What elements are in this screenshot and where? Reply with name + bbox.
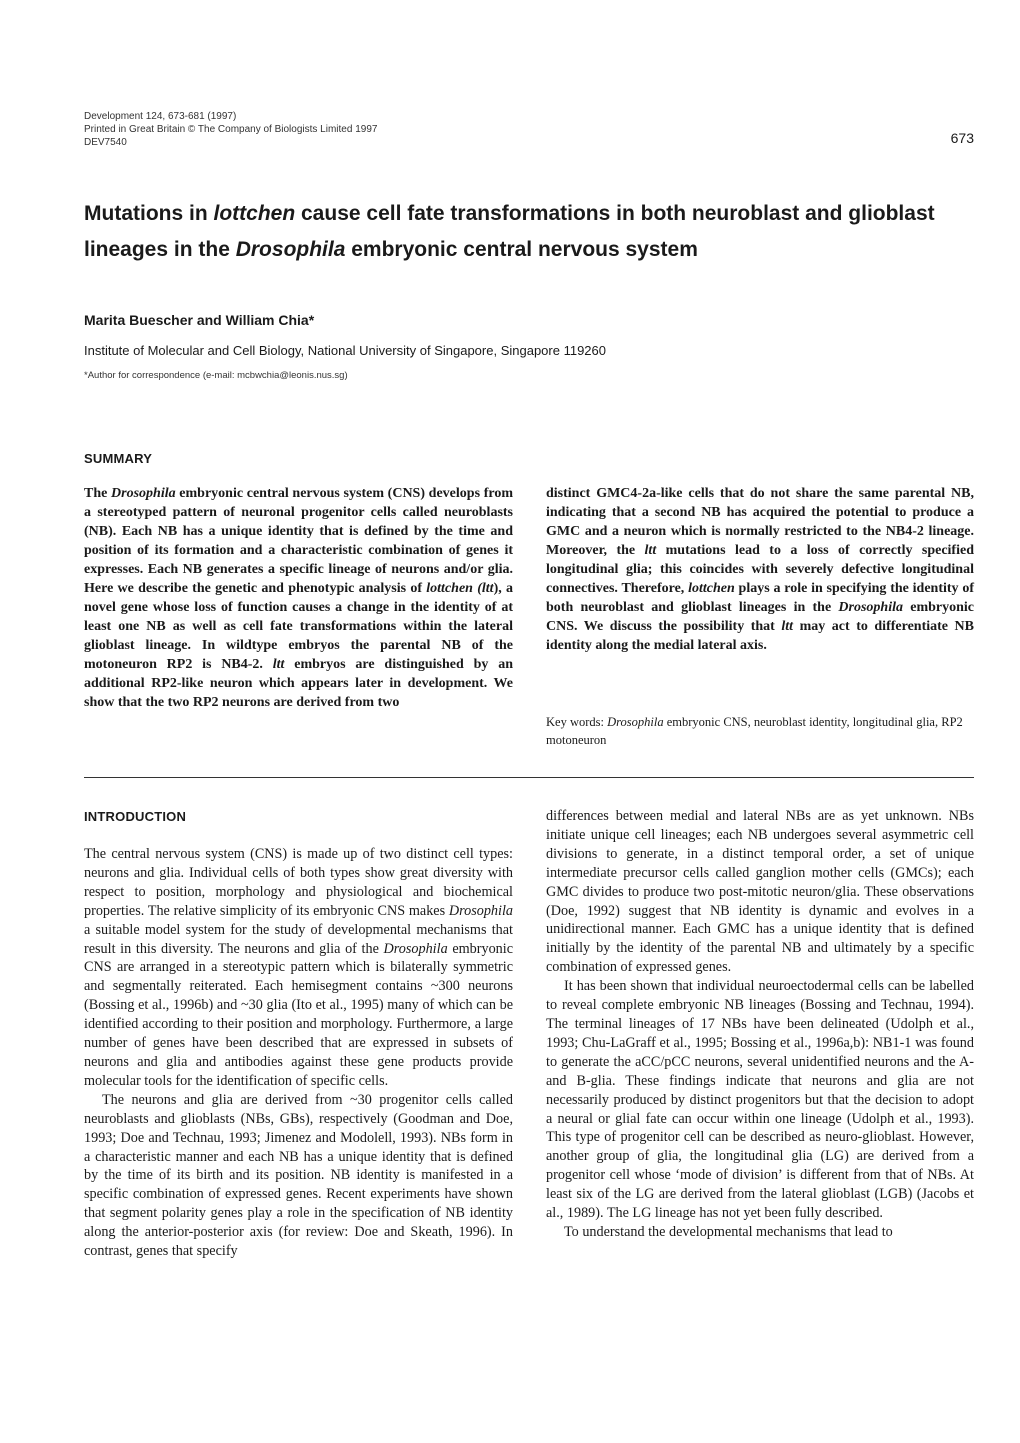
intro-right-column: [546, 807, 974, 1242]
intro-paragraph: The central nervous system (CNS) is made up of two distinct cell types: neurons and glia. Individual cells of both types show great diversity with respect to position, morphology and physiological and biochemical properties. The relative simplicity of its embryonic CNS makes Drosophila a suitable model system for the study of developmental mechanisms that result in this diversity. The neurons and glia of the Drosophila embryonic CNS are arranged in a stereotypic pattern which is bilaterally symmetric and segmentally reiterated. Each hemisegment contains ~300 neurons (Bossing et al., 1996b) and ~30 glia (Ito et al., 1995) many of which can be identified according to their position and morphology. Furthermore, a large number of genes have been described that are expressed in subsets of neurons and glia and antibodies against these gene products provide molecular tools for the identification of specific cells.: [84, 846, 514, 1089]
keywords: Key words: Drosophila embryonic CNS, neuroblast identity, longitudinal glia, RP2 motoneuron: [546, 715, 963, 747]
section-divider: [84, 777, 974, 778]
summary-text-left: The Drosophila embryonic central nervous system (CNS) develops from a stereotyped pattern of neuronal progenitor cells called neuroblasts (NB). Each NB has a unique identity that is defined by the time and position of its formation and a characteristic combination of genes it expresses. Each NB generates a specific lineage of neurons and/or glia. Here we describe the genetic and phenotypic analysis of lottchen (ltt), a novel gene whose loss of function causes a change in the identity of at least one NB as well as cell fate transformations within the lateral glioblast lineage. In wildtype embryos the parental NB of the motoneuron RP2 is NB4-2. ltt embryos are distinguished by an additional RP2-like neuron which appears later in development. We show that the two RP2 neurons are derived from two: [84, 486, 513, 710]
intro-paragraph: differences between medial and lateral NBs are as yet unknown. NBs initiate unique cell lineages; each NB undergoes several asymmetric cell divisions to generate, in a distinct temporal order, a set of unique intermediate precursor cells called ganglion mother cells (GMCs); each GMC divides to produce two post-mitotic neuron/glia. These observations (Doe, 1992) suggest that NB identity is dynamic and evolves in a unidirectional manner. Each GMC has a unique identity that is defined initially by the identity of the parental NB and ultimately by a specific combination of expressed genes.: [546, 808, 974, 976]
article-title: Mutations in lottchen cause cell fate transformations in both neuroblast and glioblast lineages in the Drosophila embryonic central nervous system: [84, 202, 935, 261]
introduction-heading: INTRODUCTION: [84, 809, 187, 824]
authors: Marita Buescher and William Chia*: [84, 312, 315, 328]
article-code: DEV7540: [84, 137, 127, 148]
title-organism: Drosophila: [235, 238, 346, 261]
affiliation: Institute of Molecular and Cell Biology, National University of Singapore, Singapore 119260: [84, 343, 606, 358]
intro-paragraph: To understand the developmental mechanisms that lead to: [564, 1223, 893, 1240]
page-number: 673: [950, 130, 974, 146]
journal-citation: Development 124, 673-681 (1997): [84, 111, 237, 122]
printed-line: Printed in Great Britain © The Company of Biologists Limited 1997: [84, 124, 378, 135]
correspondence-note: *Author for correspondence (e-mail: mcbwchia@leonis.nus.sg): [84, 370, 348, 381]
journal-header: [84, 110, 974, 149]
intro-left-column: [84, 845, 513, 1261]
summary-left-column: [84, 484, 513, 712]
summary-text-right: distinct GMC4-2a-like cells that do not share the same parental NB, indicating that a second NB has acquired the potential to produce a GMC and a neuron which is normally restricted to the NB4-2 lineage. Moreover, the ltt mutations lead to a loss of correctly specified longitudinal glia; this coincides with severely defective longitudinal connectives. Therefore, lottchen plays a role in specifying the identity of both neuroblast and glioblast lineages in the Drosophila embryonic CNS. We discuss the possibility that ltt may act to differentiate NB identity along the medial lateral axis.: [546, 486, 975, 653]
title-gene-name: lottchen: [213, 202, 296, 225]
intro-paragraph: It has been shown that individual neuroectodermal cells can be labelled to reveal complete embryonic NB lineages (Bossing and Technau, 1994). The terminal lineages of 17 NBs have been delineated (Udolph et al., 1993; Chu-LaGraff et al., 1995; Bossing et al., 1996a,b): NB1-1 was found to generate the aCC/pCC neurons, several unidentified neurons and the A- and B-glia. These findings indicate that neurons and glia are not necessarily produced by distinct progenitors but that the decision to adopt a neural or glial fate can occur within one lineage (Udolph et al., 1993). This type of progenitor cell can be described as neuro-glioblast. However, another group of glia, the longitudinal glia (LG) are derived from a progenitor cell whose ‘mode of division’ is different from that of NBs. At least six of the LG are derived from the lateral glioblast (LGB) (Jacobs et al., 1989). The LG lineage has not yet been fully described.: [546, 978, 974, 1222]
summary-right-column: [546, 484, 974, 655]
summary-heading: SUMMARY: [84, 451, 153, 466]
intro-paragraph: The neurons and glia are derived from ~30 progenitor cells called neuroblasts and glioblasts (NBs, GBs), respectively (Goodman and Doe, 1993; Doe and Technau, 1993; Jimenez and Modolell, 1993). NBs form in a characteristic manner and each NB has a unique identity that is defined by the time of its birth and its position. NB identity is manifested in a specific combination of expressed genes. Recent experiments have shown that segment polarity genes play a role in the specification of NB identity along the anterior-posterior axis (for review: Doe and Skeath, 1996). In contrast, genes that specify: [84, 1091, 513, 1260]
